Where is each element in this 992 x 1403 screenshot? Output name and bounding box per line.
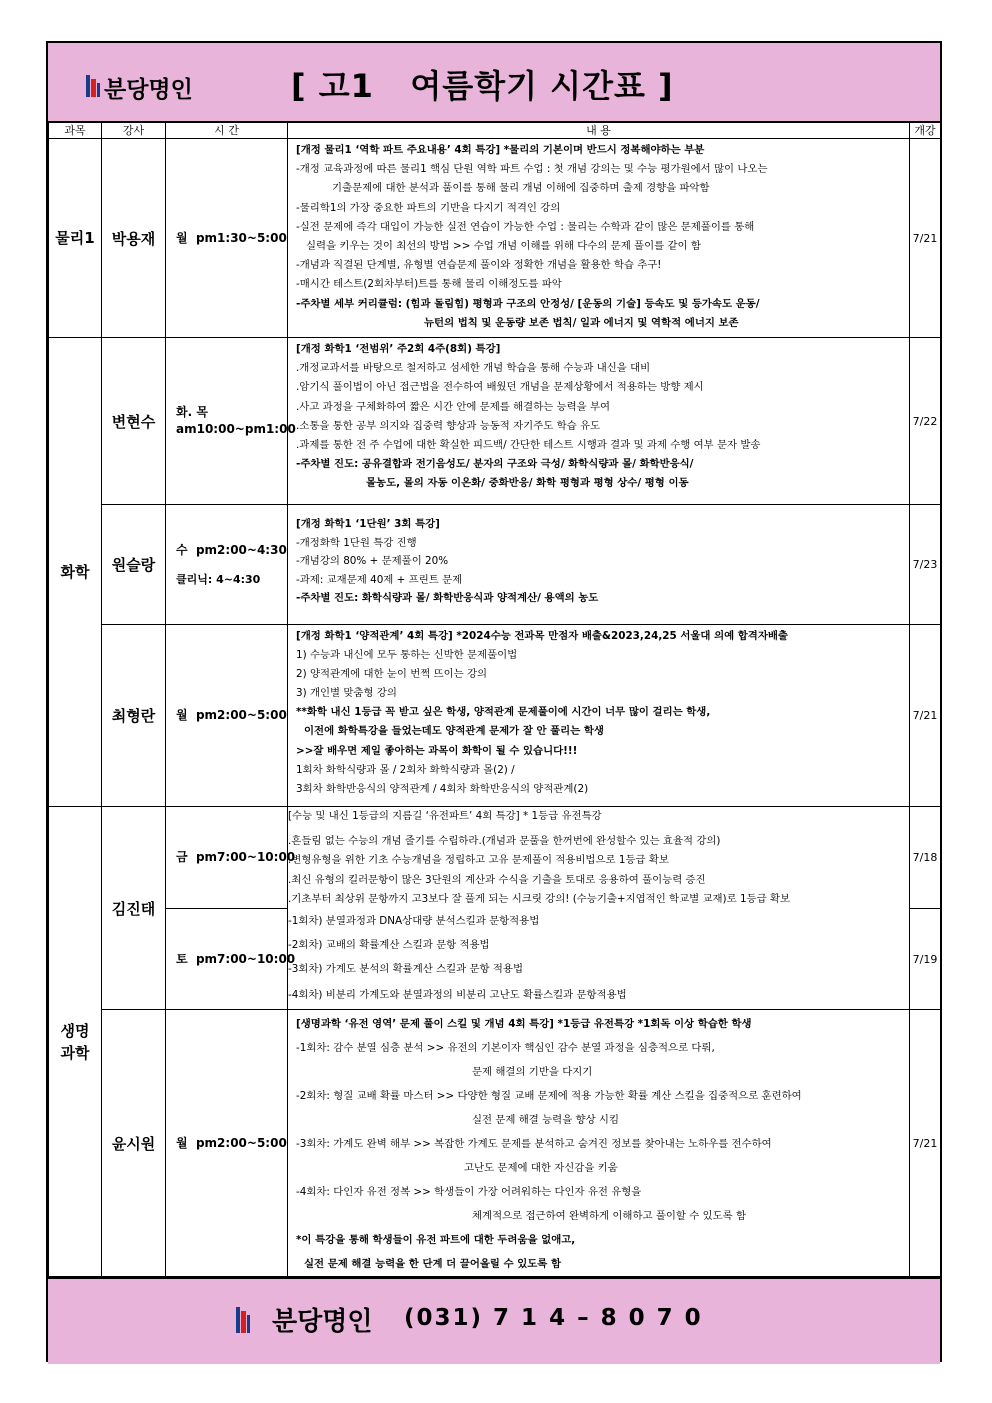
content-line: 실전 문제 해결 능력을 한 단계 더 끌어올릴 수 있도록 함 [304, 1258, 561, 1271]
teacher-name: 박용재 [102, 139, 166, 338]
academy-logo-icon [236, 1307, 252, 1333]
opening-date: 7/18 [910, 807, 941, 909]
content-line: 뉴턴의 법칙 및 운동량 보존 법칙/ 일과 에너지 및 역학적 에너지 보존 [424, 316, 739, 329]
phone-number: (031) 7 1 4 – 8 0 7 0 [404, 1305, 703, 1331]
content-line: -1회차: 감수 분열 심층 분석 >> 유전의 기본이자 핵심인 감수 분열 과정을 심층적으로 다뤄, [296, 1042, 715, 1055]
clinic-hours: 클리닉: 4~4:30 [176, 572, 261, 586]
content-line: .소통을 통한 공부 의지와 집중력 향상과 능동적 자기주도 학습 유도 [296, 419, 601, 432]
content-line: -2회차: 형질 교배 확률 마스터 >> 다양한 형질 교배 문제에 적용 가능한 확률 계산 스킬을 집중적으로 훈련하여 [296, 1090, 802, 1103]
brand-name: 분당명인 [104, 77, 193, 103]
table-row [49, 1010, 941, 1277]
class-days: 화. 목 [176, 405, 208, 419]
content-line: -주차별 진도: 화학식량과 몰/ 화학반응식과 양적계산/ 용액의 농도 [296, 592, 599, 604]
column-header-time: 시 간 [166, 123, 288, 139]
header-band [48, 43, 940, 122]
course-content [288, 625, 910, 807]
opening-date: 7/21 [910, 1010, 941, 1277]
class-time: 월 pm2:00~5:00 [166, 625, 288, 807]
content-line: 체계적으로 접근하여 완벽하게 이해하고 풀이할 수 있도록 함 [472, 1210, 747, 1223]
content-line: 문제 해결의 기반을 다지기 [472, 1066, 593, 1079]
teacher-name: 변현수 [102, 338, 166, 505]
subject-physics: 물리1 [49, 139, 102, 338]
subject-line: 생명 [60, 1021, 90, 1040]
class-time [166, 338, 296, 505]
class-time [166, 505, 288, 625]
content-line: -개정화학 1단원 특강 진행 [296, 536, 417, 549]
course-title: [개정 화학1 ‘전범위’ 주2회 4주(8회) 특강] [296, 343, 501, 355]
class-time: 월 pm1:30~5:00 [166, 139, 288, 338]
teacher-name: 김진태 [102, 807, 166, 1010]
course-content [288, 1010, 910, 1277]
content-line: *이 특강을 통해 학생들이 유전 파트에 대한 두려움을 없애고, [296, 1234, 576, 1247]
content-line: 1) 수능과 내신에 모두 통하는 신박한 문제풀이법 [296, 649, 518, 662]
content-line: .과제를 통한 전 주 수업에 대한 확실한 피드백/ 간단한 테스트 시행과 결과 및 과제 수행 여부 문자 발송 [296, 439, 761, 452]
class-time: 토 pm7:00~10:00 [166, 909, 288, 1010]
opening-date: 7/22 [910, 338, 941, 505]
course-title: [개정 물리1 ‘역학 파트 주요내용’ 4회 특강] *물리의 기본이며 반드시 정복해야하는 부분 [296, 144, 705, 156]
course-title: [생명과학 ‘유전 영역’ 문제 풀이 스킬 및 개념 4회 특강] *1등급 유전특강 *1회독 이상 학습한 학생 [296, 1018, 752, 1031]
content-line: >>잘 배우면 제일 좋아하는 과목이 화학이 될 수 있습니다!!! [296, 744, 578, 757]
column-header-opening: 개강 [910, 123, 941, 139]
table-row [49, 338, 941, 505]
class-hours: 수 pm2:00~4:30 [176, 542, 287, 557]
class-time: 금 pm7:00~10:00 [166, 807, 288, 909]
content-line: -1회차) 분열과정과 DNA상대량 분석스킬과 문항적용법 [288, 915, 540, 928]
subject-line: 과학 [60, 1043, 90, 1062]
footer-brand-name: 분당명인 [272, 1307, 373, 1337]
content-line: 실전 문제 해결 능력을 향상 시킴 [472, 1114, 619, 1127]
table-row [49, 807, 941, 909]
table-row [49, 625, 941, 807]
column-header-content: 내 용 [288, 123, 910, 139]
subject-biology [49, 807, 102, 1277]
content-line: 실력을 키우는 것이 최선의 방법 >> 수업 개념 이해를 위해 다수의 문제 풀이를 같이 함 [306, 240, 701, 253]
content-line: 2) 양적관계에 대한 눈이 번쩍 뜨이는 강의 [296, 668, 488, 681]
content-line: 고난도 문제에 대한 자신감을 키움 [464, 1162, 618, 1175]
schedule-table [48, 122, 941, 1277]
opening-date: 7/21 [910, 139, 941, 338]
content-line: .개정교과서를 바탕으로 철저하고 섬세한 개념 학습을 통해 수능과 내신을 대비 [296, 362, 651, 375]
opening-date: 7/19 [910, 909, 941, 1010]
class-hours: am10:00~pm1:00 [176, 422, 296, 436]
content-line: .기초부터 최상위 문항까지 고3보다 잘 풀게 되는 시크릿 강의! (수능기출+지엽적인 학교별 교재)로 1등급 확보 [288, 892, 791, 905]
content-line: -주차별 진도: 공유결합과 전기음성도/ 분자의 구조와 극성/ 화학식량과 몰/ 화학반응식/ [296, 458, 694, 471]
content-line: -4회차: 다인자 유전 정복 >> 학생들이 가장 어려워하는 다인자 유전 유형을 [296, 1186, 642, 1199]
course-title: [수능 및 내신 1등급의 지름길 ‘유전파트’ 4회 특강] * 1등급 유전특강 [288, 810, 602, 822]
content-line: 3) 개인별 맞춤형 강의 [296, 687, 397, 700]
course-content [288, 139, 910, 338]
content-line: -주차별 세부 커리큘럼: (힘과 돌림힘) 평형과 구조의 안정성/ [운동의 기술] 등속도 및 등가속도 운동/ [296, 297, 760, 310]
content-line: -2회차) 교배의 확률계산 스킬과 문항 적용법 [288, 939, 490, 952]
column-header-teacher: 강사 [102, 123, 166, 139]
course-content [288, 338, 910, 505]
content-line: -개정 교육과정에 따른 물리1 핵심 단원 역학 파트 수업 : 첫 개념 강의는 및 수능 평가원에서 많이 나오는 [296, 163, 768, 176]
content-line: 1회차 화학식량과 몰 / 2회차 화학식량과 몰(2) / [296, 763, 515, 776]
course-content [288, 505, 910, 625]
content-line: -4회차) 비분리 가계도와 분열과정의 비분리 고난도 확률스킬과 문항적용법 [288, 989, 627, 1002]
table-row [49, 139, 941, 338]
content-line: 몰농도, 몰의 자동 이온화/ 중화반응/ 화학 평형과 평형 상수/ 평형 이동 [366, 477, 689, 490]
content-line: **화학 내신 1등급 꼭 받고 싶은 학생, 양적관계 문제풀이에 시간이 너무 많이 걸리는 학생, [296, 706, 711, 719]
content-line: -3회차: 가계도 완벽 해부 >> 복잡한 가계도 문제를 분석하고 숨겨진 정보를 찾아내는 노하우를 전수하여 [296, 1138, 772, 1151]
content-line: .흔들림 없는 수능의 개념 줄기를 수립하라.(개념과 문풀을 한꺼번에 완성할수 있는 효율적 강의) [288, 835, 721, 848]
column-header-subject: 과목 [49, 123, 102, 139]
class-time: 월 pm2:00~5:00 [166, 1010, 288, 1277]
opening-date: 7/21 [910, 625, 941, 807]
content-line: 이전에 화학특강을 들었는데도 양적관계 문제가 잘 안 풀리는 학생 [304, 725, 604, 738]
table-row [49, 505, 941, 625]
content-line: -개념강의 80% + 문제풀이 20% [296, 555, 449, 567]
content-line: -매시간 테스트(2회차부터)트를 통해 물리 이해정도를 파악 [296, 278, 562, 291]
course-title: [개정 화학1 ‘양적관계’ 4회 특강] *2024수능 전과목 만점자 배출&2023,24,25 서울대 의예 합격자배출 [296, 630, 788, 642]
content-line: 3회차 화학반응식의 양적관계 / 4회차 화학반응식의 양적관계(2) [296, 782, 589, 795]
content-line: .변형유형을 위한 기초 수능개념을 정립하고 고유 문제풀이 적용비법으로 1등급 확보 [288, 854, 669, 867]
content-line: .암기식 풀이법이 아닌 접근법을 전수하여 배웠던 개념을 문제상황에서 적용하는 방향 제시 [296, 381, 704, 394]
content-line: -3회차) 가계도 분석의 확률계산 스킬과 문항 적용법 [288, 963, 523, 976]
table-header-row [49, 123, 941, 139]
teacher-name: 원슬랑 [102, 505, 166, 625]
content-line: .사고 과정을 구체화하여 짧은 시간 안에 문제를 해결하는 능력을 부여 [296, 400, 611, 413]
content-line: -개념과 직결된 단계별, 유형별 연습문제 풀이와 정확한 개념을 활용한 학습 추구! [296, 259, 662, 272]
academy-logo-icon [86, 75, 100, 97]
teacher-name: 최형란 [102, 625, 166, 807]
subject-chemistry: 화학 [49, 338, 102, 807]
content-line: -실전 문제에 즉각 대입이 가능한 실전 연습이 가능한 수업 : 물리는 수학과 같이 많은 문제풀이를 통해 [296, 220, 755, 233]
course-content [288, 807, 910, 1010]
course-title: [개정 화학1 ‘1단원’ 3회 특강] [296, 518, 440, 530]
content-line: .최신 유형의 킬러문항이 많은 3단원의 계산과 수식을 기출을 토대로 응용하여 풀이능력 증진 [288, 873, 706, 886]
page-title: [ 고1 여름학기 시간표 ] [291, 67, 674, 105]
content-line: 기출문제에 대한 분석과 풀이를 통해 물리 개념 이해에 집중하며 출제 경향을 파악함 [332, 182, 710, 195]
teacher-name: 윤시원 [102, 1010, 166, 1277]
content-line: -과제: 교재문제 40제 + 프린트 문제 [296, 573, 463, 586]
timetable-sheet [46, 41, 942, 1362]
content-line: -물리학1의 가장 중요한 파트의 기반을 다지기 적격인 강의 [296, 201, 561, 214]
footer-band [48, 1277, 940, 1364]
opening-date: 7/23 [910, 505, 941, 625]
